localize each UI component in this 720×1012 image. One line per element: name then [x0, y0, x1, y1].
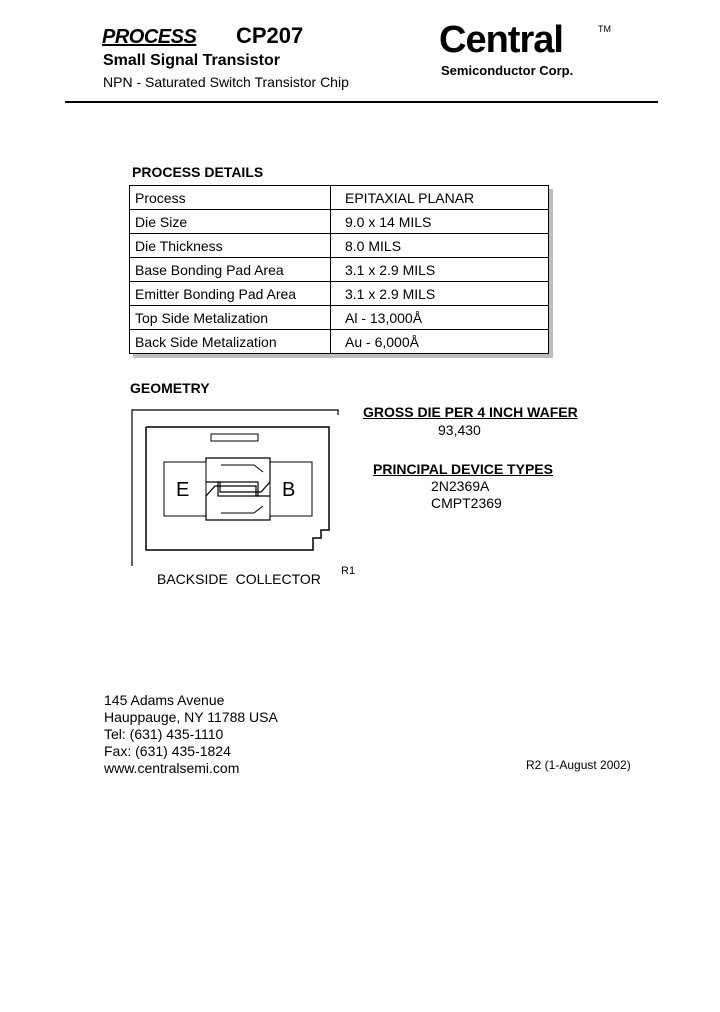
base-label: B	[282, 479, 296, 501]
spec-value: 3.1 x 2.9 MILS	[331, 258, 549, 282]
part-number: CP207	[236, 23, 304, 48]
spec-label: Top Side Metalization	[130, 306, 331, 330]
gross-die-heading: GROSS DIE PER 4 INCH WAFER	[363, 404, 578, 420]
die-geometry-drawing	[125, 402, 345, 568]
emitter-finger	[206, 486, 270, 520]
center-finger	[218, 482, 258, 496]
company-name: Semiconductor Corp.	[441, 63, 574, 78]
spec-value: 9.0 x 14 MILS	[331, 210, 549, 234]
device-type-item: 2N2369A	[431, 478, 490, 494]
address-street: 145 Adams Avenue	[104, 692, 225, 708]
device-type-item: CMPT2369	[431, 495, 502, 511]
spec-label: Base Bonding Pad Area	[130, 258, 331, 282]
address-city: Hauppauge, NY 11788 USA	[104, 709, 278, 725]
spec-value: EPITAXIAL PLANAR	[331, 186, 549, 210]
spec-label: Die Thickness	[130, 234, 331, 258]
process-label: PROCESS	[102, 26, 197, 48]
spec-label: Process	[130, 186, 331, 210]
trademark-mark: TM	[598, 24, 611, 34]
spec-row	[130, 330, 549, 354]
website-link[interactable]: www.centralsemi.com	[104, 760, 240, 776]
spec-label: Emitter Bonding Pad Area	[130, 282, 331, 306]
spec-label: Die Size	[130, 210, 331, 234]
top-metal-bar	[211, 434, 258, 441]
spec-row	[130, 306, 549, 330]
spec-value: 8.0 MILS	[331, 234, 549, 258]
emitter-label: E	[176, 479, 190, 501]
die-outline	[132, 410, 338, 566]
spec-row	[130, 186, 549, 210]
geometry-title: GEOMETRY	[130, 380, 210, 396]
spec-row	[130, 210, 549, 234]
document-subtitle: NPN - Saturated Switch Transistor Chip	[103, 74, 349, 90]
spec-row	[130, 234, 549, 258]
header-divider	[65, 101, 658, 103]
principal-devices-heading: PRINCIPAL DEVICE TYPES	[373, 461, 553, 477]
spec-value: Al - 13,000Å	[331, 306, 549, 330]
spec-value: Au - 6,000Å	[331, 330, 549, 354]
geometry-revision: R1	[341, 565, 356, 577]
backside-collector-label: BACKSIDE COLLECTOR	[157, 571, 321, 587]
spec-row	[130, 258, 549, 282]
company-logo: Central	[439, 19, 563, 61]
address-phone: Tel: (631) 435-1110	[104, 726, 224, 742]
base-finger	[206, 458, 270, 492]
document-title: Small Signal Transistor	[103, 52, 280, 69]
chip-body	[146, 427, 329, 550]
document-revision: R2 (1-August 2002)	[526, 758, 631, 772]
gross-die-value: 93,430	[438, 422, 481, 438]
spec-row	[130, 282, 549, 306]
process-details-table	[129, 185, 549, 354]
process-details-title: PROCESS DETAILS	[132, 164, 264, 180]
spec-label: Back Side Metalization	[130, 330, 331, 354]
spec-value: 3.1 x 2.9 MILS	[331, 282, 549, 306]
address-fax: Fax: (631) 435-1824	[104, 743, 231, 759]
